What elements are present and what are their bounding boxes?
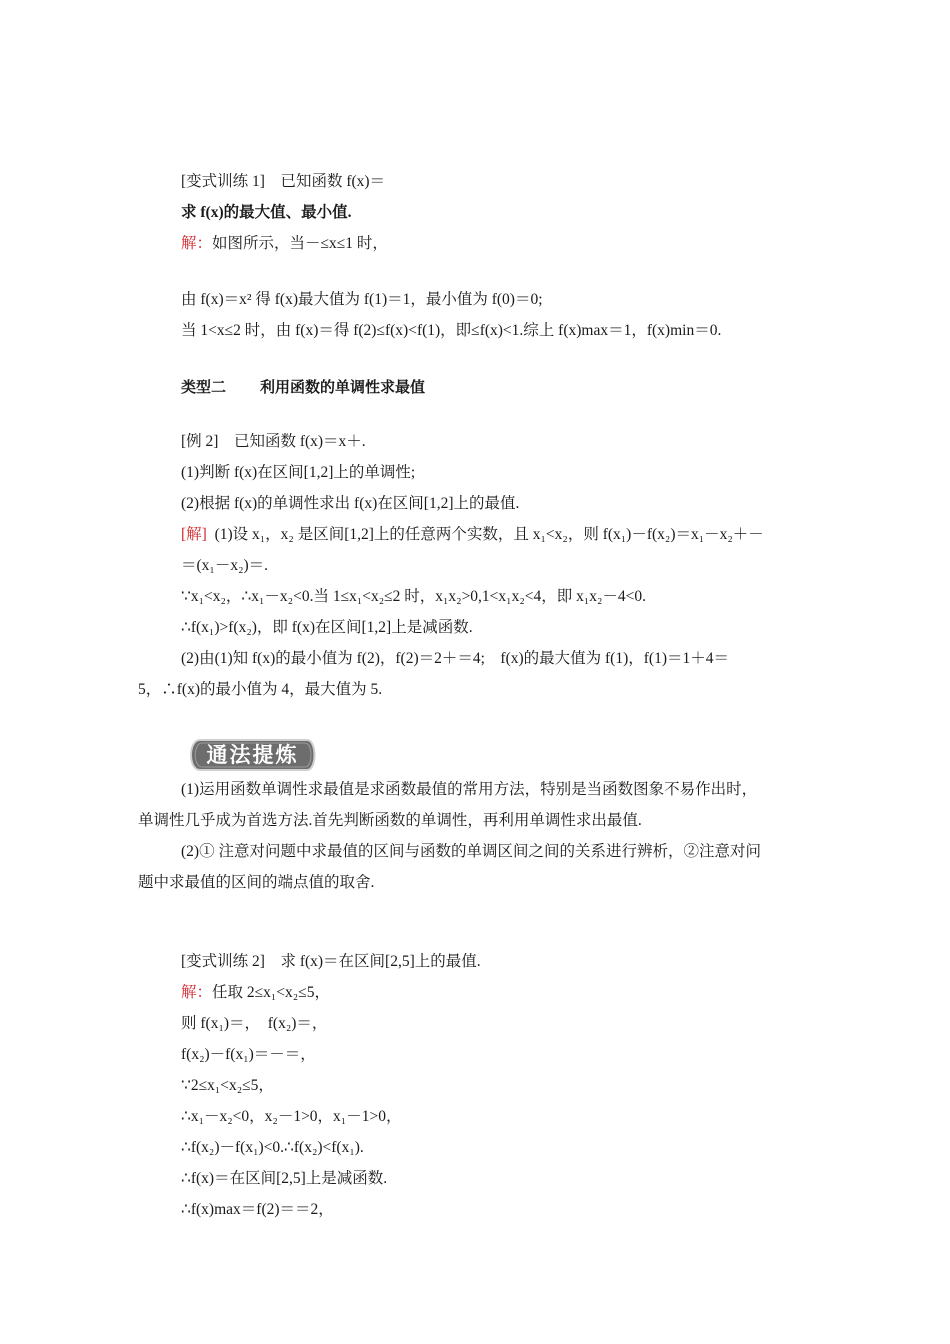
variant2-solution-line-1 (181, 983, 330, 1003)
method-p2-line-1: (2)① 注意对问题中求最值的区间与函数的单调区间之间的关系进行辨析，②注意对问 (181, 843, 761, 860)
variant2-solution-line-5: ∴x₁－x₂<0，x₂－1>0，x₁－1>0， (181, 1108, 402, 1125)
section-title: 利用函数的单调性求最值 (260, 378, 426, 396)
variant1-line-3: 当 1<x≤2 时，由 f(x)＝得 f(2)≤f(x)<f(1)，即≤f(x)<1.综上 f(x)max＝1，f(x)min＝0. (181, 322, 722, 339)
example2-solution-line-6: 5，∴f(x)的最小值为 4，最大值为 5. (138, 681, 383, 698)
variant2-solution-line-2: 则 f(x₁)＝， f(x₂)＝， (181, 1015, 328, 1032)
variant2-title: [变式训练 2] 求 f(x)＝在区间[2,5]上的最值. (181, 953, 481, 970)
solution-text: 如图所示，当－≤x≤1 时， (212, 235, 388, 252)
method-badge-label: 通法提炼 (206, 743, 299, 767)
example2-q2: (2)根据 f(x)的单调性求出 f(x)在区间[1,2]上的最值. (181, 495, 520, 512)
variant2-solution-line-3: f(x₂)－f(x₁)＝－＝， (181, 1046, 316, 1063)
method-p1-line-2: 单调性几乎成为首选方法.首先判断函数的单调性，再利用单调性求出最值. (138, 812, 642, 829)
variant2-solution-line-4: ∵2≤x₁<x₂≤5， (181, 1077, 274, 1094)
variant1-solution (181, 234, 388, 254)
variant2-solution-line-8: ∴f(x)max＝f(2)＝＝2， (181, 1201, 334, 1218)
variant1-line-2: 由 f(x)＝x² 得 f(x)最大值为 f(1)＝1，最小值为 f(0)＝0; (181, 291, 543, 308)
variant2-solution-line-7: ∴f(x)＝在区间[2,5]上是减函数. (181, 1170, 388, 1187)
example2-solution-line-5: (2)由(1)知 f(x)的最小值为 f(2)，f(2)＝2＋＝4; f(x)的最大值为 f(1)，f(1)＝1＋4＝ (181, 650, 729, 667)
method-p1-line-1: (1)运用函数单调性求最值是求函数最值的常用方法，特别是当函数图象不易作出时， (181, 781, 758, 798)
solution-label: [解] (181, 526, 207, 543)
section-label: 类型二 (181, 378, 227, 396)
example2-q1: (1)判断 f(x)在区间[1,2]上的单调性; (181, 464, 416, 481)
section-heading (181, 377, 425, 397)
solution-text: 任取 2≤x₁<x₂≤5， (212, 984, 330, 1001)
solution-label: 解： (181, 235, 213, 252)
variant1-question: 求 f(x)的最大值、最小值. (181, 204, 352, 221)
method-badge (186, 737, 319, 773)
example2-solution-line-1 (181, 525, 764, 545)
variant2-solution-line-6: ∴f(x₂)－f(x₁)<0.∴f(x₂)<f(x₁). (181, 1139, 364, 1156)
example2-solution-line-3: ∵x₁<x₂，∴x₁－x₂<0.当 1≤x₁<x₂≤2 时，x₁x₂>0,1<x₁x₂<4，即 x₁x₂－4<0. (181, 588, 647, 605)
example2-solution-line-2: ＝(x₁－x₂)＝. (181, 557, 269, 574)
method-p2-line-2: 题中求最值的区间的端点值的取舍. (138, 874, 375, 891)
example2-solution-line-4: ∴f(x₁)>f(x₂)，即 f(x)在区间[1,2]上是减函数. (181, 619, 473, 636)
solution-label: 解： (181, 984, 213, 1001)
variant1-title: [变式训练 1] 已知函数 f(x)＝ (181, 173, 386, 190)
solution-text: (1)设 x₁，x₂ 是区间[1,2]上的任意两个实数，且 x₁<x₂，则 f(x₁)－f(x₂)＝x₁－x₂＋－ (214, 526, 764, 543)
example2-title: [例 2] 已知函数 f(x)＝x＋. (181, 433, 366, 450)
